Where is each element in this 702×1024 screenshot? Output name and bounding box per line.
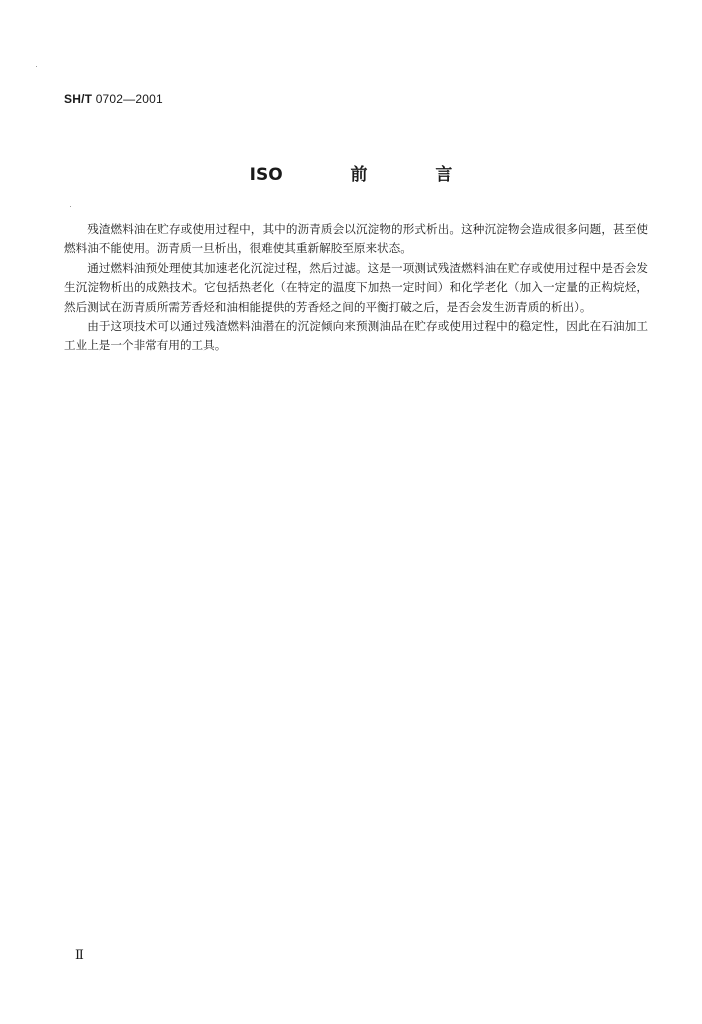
paragraph: 由于这项技术可以通过残渣燃料油潜在的沉淀倾向来预测油品在贮存或使用过程中的稳定性，因此在石油加工工业上是一个非常有用的工具。 (64, 319, 648, 353)
page-title: ISO 前 言 (249, 165, 453, 185)
scan-speck (36, 66, 37, 67)
paragraph: 通过燃料油预处理使其加速老化沉淀过程，然后过滤。这是一项测试残渣燃料油在贮存或使用过程中是否会发生沉淀物析出的成熟技术。它包括热老化（在特定的温度下加热一定时间）和化学老化（加入一定量的正构烷烃，然后测试在沥青质所需芳香烃和油相能提供的芳香烃之间的平衡打破之后，是否会发生沥青质的析出）。 (64, 260, 648, 314)
standard-prefix: SH/T (64, 92, 93, 106)
standard-code (64, 92, 163, 106)
page-number: Ⅱ (75, 948, 84, 963)
foreword-body (64, 220, 648, 356)
standard-number: 0702—2001 (95, 92, 163, 106)
paragraph: 残渣燃料油在贮存或使用过程中，其中的沥青质会以沉淀物的形式析出。这种沉淀物会造成很多问题，甚至使燃料油不能使用。沥青质一旦析出，很难使其重新解胶至原来状态。 (64, 222, 648, 256)
scan-speck (70, 206, 71, 207)
